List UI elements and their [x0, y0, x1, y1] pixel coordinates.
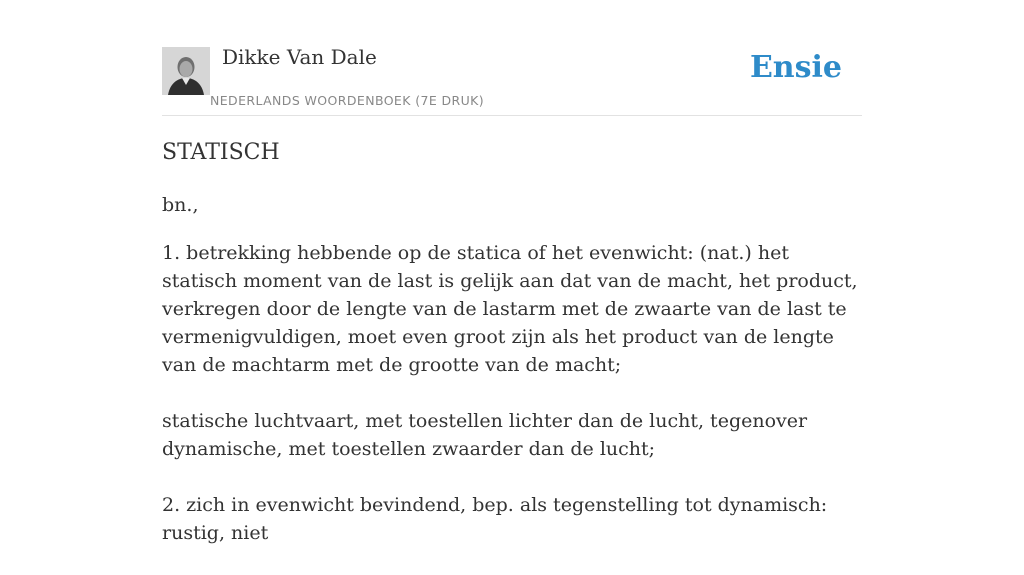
- source-name[interactable]: Dikke Van Dale: [222, 45, 377, 69]
- brand-logo-link[interactable]: Ensie: [749, 50, 842, 85]
- content-column: [162, 0, 862, 544]
- source-subtitle: NEDERLANDS WOORDENBOEK (7E DRUK): [210, 93, 485, 108]
- definition-body: [162, 239, 862, 575]
- source-header: [162, 0, 862, 116]
- portrait-avatar-icon: [162, 47, 210, 95]
- entry-title: STATISCH: [162, 140, 280, 165]
- definition-paragraph: 2. zich in evenwicht bevindend, bep. als tegenstelling tot dynamisch: rustig, niet: [162, 494, 828, 544]
- definition-paragraph: statische luchtvaart, met toestellen lichter dan de lucht, tegenover dynamische, met toestellen zwaarder dan de lucht;: [162, 410, 808, 460]
- source-avatar[interactable]: [162, 47, 210, 95]
- part-of-speech: bn.,: [162, 194, 199, 216]
- definition-paragraph: 1. betrekking hebbende op de statica of het evenwicht: (nat.) het statisch moment van de last is gelijk aan dat van de macht, het product, verkregen door de lengte van de lastarm met de zwaarte van de last te vermenigvuldigen, moet even groot zijn als het product van de lengte van de machtarm met de grootte van de macht;: [162, 242, 858, 376]
